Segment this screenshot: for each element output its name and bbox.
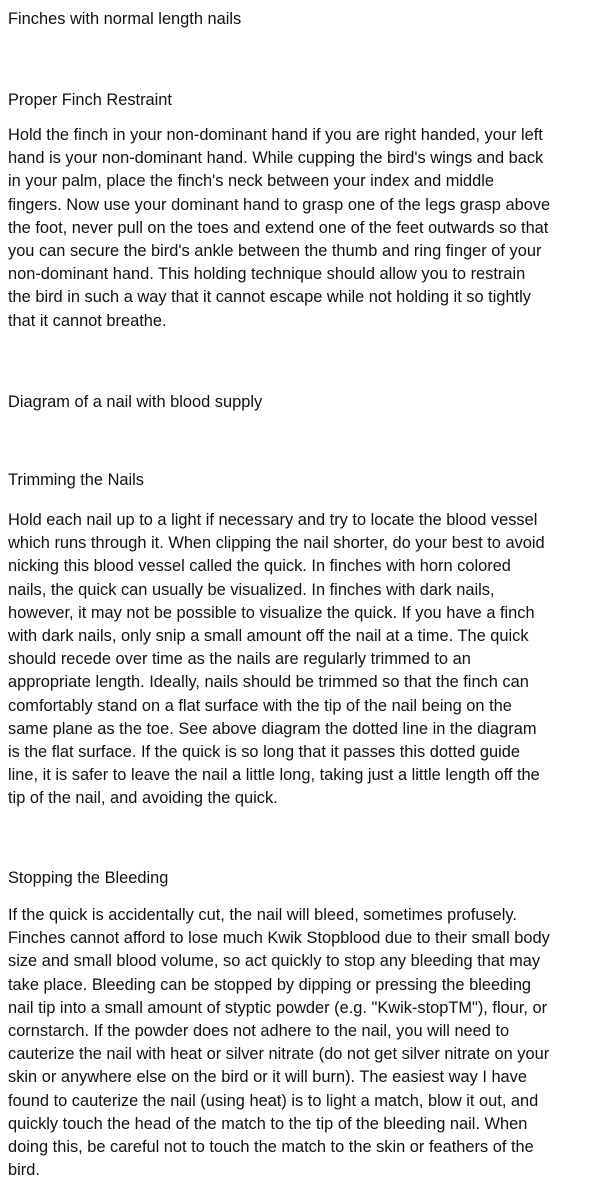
text-line: nicking this blood vessel called the quick. In finches with horn colored xyxy=(8,557,511,576)
text-line: If the quick is accidentally cut, the nail will bleed, sometimes profusely. xyxy=(8,906,517,924)
paragraph-restraint xyxy=(8,124,550,333)
text-line: in your palm, place the finch's neck between your index and middle xyxy=(8,172,495,191)
paragraph-trimming xyxy=(8,509,545,811)
text-line: line, it is safer to leave the nail a little long, taking just a little length off the xyxy=(8,766,540,785)
section-heading-trimming: Trimming the Nails xyxy=(8,471,145,489)
text-line: that it cannot breathe. xyxy=(8,311,167,330)
text-line: nail tip into a small amount of styptic powder (e.g. "Kwik-stopTM"), flour, or xyxy=(8,998,548,1017)
text-line: quickly touch the head of the match to the tip of the bleeding nail. When xyxy=(8,1114,528,1133)
text-line: same plane as the toe. See above diagram the dotted line in the diagram xyxy=(8,719,537,738)
section-heading-bleeding: Stopping the Bleeding xyxy=(8,869,169,887)
text-line: cauterize the nail with heat or silver nitrate (do not get silver nitrate on your xyxy=(8,1045,550,1064)
text-line: however, it may not be possible to visualize the quick. If you have a finch xyxy=(8,603,535,622)
text-line: hand is your non-dominant hand. While cupping the bird's wings and back xyxy=(8,149,544,168)
text-line: which runs through it. When clipping the nail shorter, do your best to avoid xyxy=(8,534,545,553)
text-line: tip of the nail, and avoiding the quick. xyxy=(8,789,278,808)
text-line: nails, the quick can usually be visualized. In finches with dark nails, xyxy=(8,580,495,599)
text-line: comfortably stand on a flat surface with the tip of the nail being on the xyxy=(8,696,512,715)
text-line: is the flat surface. If the quick is so long that it passes this dotted guide xyxy=(8,743,521,762)
text-line: the bird in such a way that it cannot escape while not holding it so tightly xyxy=(8,288,531,307)
text-line: Hold each nail up to a light if necessary and try to locate the blood vessel xyxy=(8,511,538,529)
text-line: fingers. Now use your dominant hand to grasp one of the legs grasp above xyxy=(8,195,551,214)
text-line: with dark nails, only snip a small amount off the nail at a time. The quick xyxy=(8,627,529,646)
text-line: you can secure the bird's ankle between the thumb and ring finger of your xyxy=(8,242,542,261)
page-title: Finches with normal length nails xyxy=(8,10,242,28)
text-line: should recede over time as the nails are regularly trimmed to an xyxy=(8,650,471,669)
text-line: found to cauterize the nail (using heat) is to light a match, blow it out, and xyxy=(8,1091,539,1110)
paragraph-bleeding xyxy=(8,904,550,1182)
text-line: doing this, be careful not to touch the match to the skin or feathers of the xyxy=(8,1138,534,1157)
text-line: Finches cannot afford to lose much Kwik Stopblood due to their small body xyxy=(8,929,550,948)
text-line: bird. xyxy=(8,1161,40,1180)
text-line: size and small blood volume, so act quickly to stop any bleeding that may xyxy=(8,952,541,971)
section-heading-restraint: Proper Finch Restraint xyxy=(8,91,172,109)
text-line: take place. Bleeding can be stopped by dipping or pressing the bleeding xyxy=(8,975,532,994)
text-line: appropriate length. Ideally, nails should be trimmed so that the finch can xyxy=(8,673,529,692)
text-line: cornstarch. If the powder does not adhere to the nail, you will need to xyxy=(8,1022,510,1041)
section-heading-diagram: Diagram of a nail with blood supply xyxy=(8,393,263,411)
text-line: skin or anywhere else on the bird or it will burn). The easiest way I have xyxy=(8,1068,527,1087)
text-line: the foot, never pull on the toes and extend one of the feet outwards so that xyxy=(8,218,549,237)
text-line: Hold the finch in your non-dominant hand if you are right handed, your left xyxy=(8,126,543,144)
text-line: non-dominant hand. This holding technique should allow you to restrain xyxy=(8,265,526,284)
